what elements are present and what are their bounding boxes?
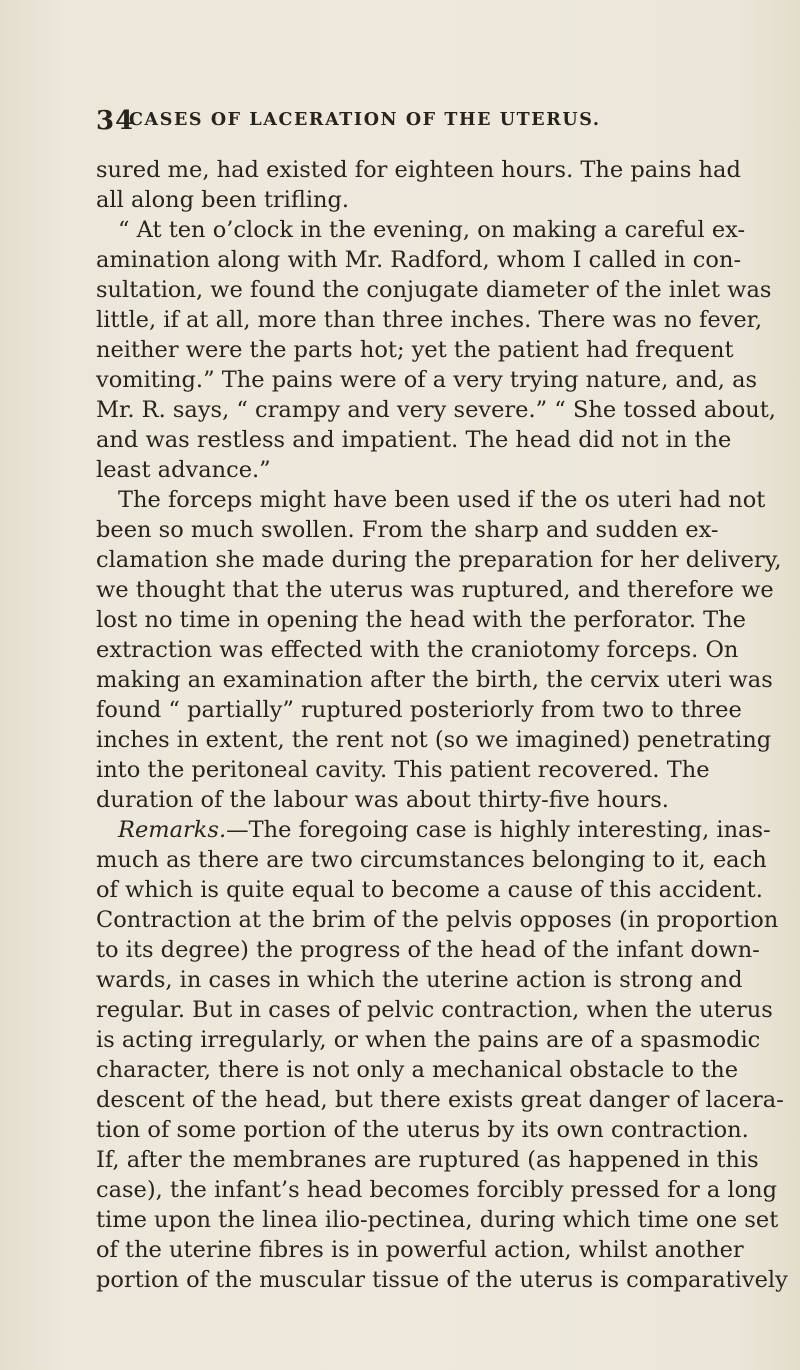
text-line: been so much swollen. From the sharp and sudden ex- (96, 517, 719, 543)
text-line: If, after the membranes are ruptured (as happened in this (96, 1147, 759, 1173)
text-line: sured me, had existed for eighteen hours. The pains had (96, 157, 741, 183)
text-line: making an examination after the birth, the cervix uteri was (96, 667, 773, 693)
text-line: we thought that the uterus was ruptured, and therefore we (96, 577, 774, 603)
text-line: Contraction at the brim of the pelvis opposes (in proportion (96, 907, 779, 933)
text-line: into the peritoneal cavity. This patient recovered. The (96, 757, 710, 783)
text-line: regular. But in cases of pelvic contraction, when the uterus (96, 997, 773, 1023)
text-line: sultation, we found the conjugate diameter of the inlet was (96, 277, 772, 303)
running-title: CASES OF LACERATION OF THE UTERUS. (129, 110, 601, 130)
text-line: extraction was effected with the craniotomy forceps. On (96, 637, 739, 663)
text-line: all along been trifling. (96, 187, 350, 213)
text-line: least advance.” (96, 457, 271, 483)
text-line: character, there is not only a mechanical obstacle to the (96, 1057, 739, 1083)
text-line: of which is quite equal to become a cause of this accident. (96, 877, 763, 903)
text-line: found “ partially” ruptured posteriorly from two to three (96, 697, 742, 723)
text-line: and was restless and impatient. The head did not in the (96, 427, 732, 453)
text-line: to its degree) the progress of the head of the infant down- (96, 937, 760, 963)
text-line: of the uterine fibres is in powerful action, whilst another (96, 1237, 744, 1263)
text-line: duration of the labour was about thirty-five hours. (96, 787, 669, 813)
running-head (96, 106, 706, 136)
remarks-label: Remarks. (118, 817, 227, 843)
text-line: “ At ten o’clock in the evening, on making a careful ex- (118, 217, 746, 243)
text-line: neither were the parts hot; yet the patient had frequent (96, 337, 734, 363)
text-line: —The foregoing case is highly interesting, inas- (226, 817, 771, 843)
text-line: wards, in cases in which the uterine action is strong and (96, 967, 743, 993)
text-line: lost no time in opening the head with the perforator. The (96, 607, 746, 633)
text-line: tion of some portion of the uterus by its own contraction. (96, 1117, 749, 1143)
text-line: clamation she made during the preparation for her delivery, (96, 547, 782, 573)
text-line: descent of the head, but there exists great danger of lacera- (96, 1087, 784, 1113)
text-line: amination along with Mr. Radford, whom I called in con- (96, 247, 742, 273)
text-line: inches in extent, the rent not (so we imagined) penetrating (96, 727, 772, 753)
text-line: little, if at all, more than three inches. There was no fever, (96, 307, 763, 333)
text-line: portion of the muscular tissue of the uterus is comparatively (96, 1267, 788, 1293)
text-line: case), the infant’s head becomes forcibly pressed for a long (96, 1177, 778, 1203)
text-line: Mr. R. says, “ crampy and very severe.” “ She tossed about, (96, 397, 776, 423)
text-line: much as there are two circumstances belonging to it, each (96, 847, 767, 873)
remarks-line (96, 815, 771, 845)
text-line: time upon the linea ilio-pectinea, during which time one set (96, 1207, 779, 1233)
text-line: is acting irregularly, or when the pains are of a spasmodic (96, 1027, 761, 1053)
body-text (96, 155, 788, 1295)
text-line: The forceps might have been used if the os uteri had not (118, 487, 766, 513)
text-line: vomiting.” The pains were of a very trying nature, and, as (96, 367, 758, 393)
page-number: 34 (96, 106, 135, 136)
